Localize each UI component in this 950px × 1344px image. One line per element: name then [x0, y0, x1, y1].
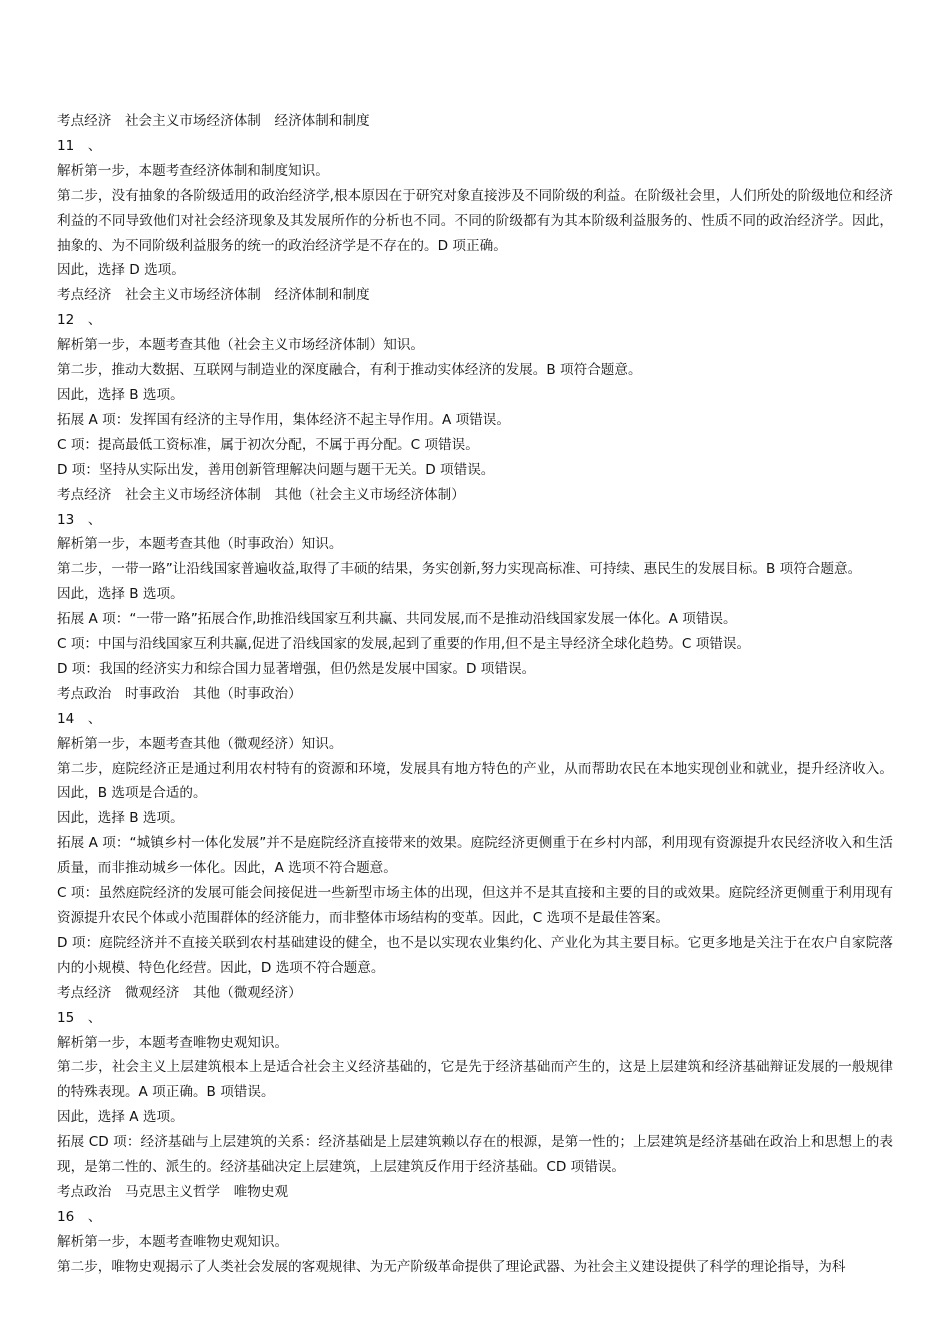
topic-line: 考点经济 社会主义市场经济体制 经济体制和制度	[57, 287, 370, 304]
question-number: 13 、	[57, 511, 102, 528]
analysis-step-one: 解析第一步，本题考查唯物史观知识。	[57, 1233, 289, 1250]
extension-option-d: D 项：我国的经济实力和综合国力显著增强，但仍然是发展中国家。D 项错误。	[57, 660, 536, 677]
answer-line: 因此，选择 B 选项。	[57, 586, 184, 603]
analysis-step-two: 第二步，没有抽象的各阶级适用的政治经济学,根本原因在于研究对象直接涉及不同阶级的利益。在阶级社会里，人们所处的阶级地位和经济利益的不同导致他们对社会经济现象及其发展所作的分析也不同。不同的阶级都有为其本阶级利益服务的、性质不同的政治经济学。因此，抽象的、为不同阶级利益服务的统一的政治经济学是不存在的。D 项正确。	[57, 187, 893, 254]
analysis-step-two: 第二步，一带一路”让沿线国家普遍收益,取得了丰硕的结果，务实创新,努力实现高标准、可持续、惠民生的发展目标。B 项符合题意。	[57, 561, 862, 578]
analysis-step-one: 解析第一步，本题考查其他（微观经济）知识。	[57, 735, 343, 752]
analysis-step-two: 第二步，推动大数据、互联网与制造业的深度融合，有利于推动实体经济的发展。B 项符合题意。	[57, 362, 642, 379]
question-number: 14 、	[57, 710, 102, 727]
extension-option-d: D 项：庭院经济并不直接关联到农村基础建设的健全，也不是以实现农业集约化、产业化为其主要目标。它更多地是关注于在农户自家院落内的小规模、特色化经营。因此，D 选项不符合题意。	[57, 934, 893, 976]
answer-line: 因此，选择 B 选项。	[57, 386, 184, 403]
topic-line: 考点经济 社会主义市场经济体制 经济体制和制度	[57, 113, 370, 129]
topic-line: 考点经济 社会主义市场经济体制 其他（社会主义市场经济体制）	[57, 486, 465, 503]
question-number: 11 、	[57, 137, 102, 154]
analysis-step-one: 解析第一步，本题考查其他（社会主义市场经济体制）知识。	[57, 337, 425, 354]
question-number: 15 、	[57, 1009, 102, 1026]
extension-option-a: 拓展 A 项：“城镇乡村一体化发展”并不是庭院经济直接带来的效果。庭院经济更侧重于在乡村内部，利用现有资源提升农民经济收入和生活质量，而非推动城乡一体化。因此，A 选项不符合题意。	[57, 835, 893, 877]
answer-line: 因此，选择 D 选项。	[57, 262, 185, 279]
analysis-step-one: 解析第一步，本题考查唯物史观知识。	[57, 1034, 289, 1051]
answer-line: 因此，选择 A 选项。	[57, 1109, 184, 1126]
extension-option-c: C 项：虽然庭院经济的发展可能会间接促进一些新型市场主体的出现，但这并不是其直接和主要的目的或效果。庭院经济更侧重于利用现有资源提升农民个体或小范围群体的经济能力，而非整体市场结构的变革。因此，C 选项不是最佳答案。	[57, 885, 893, 926]
document-body	[57, 109, 893, 1280]
extension-option-c: C 项：中国与沿线国家互利共赢,促进了沿线国家的发展,起到了重要的作用,但不是主导经济全球化趋势。C 项错误。	[57, 636, 751, 653]
question-number: 12 、	[57, 312, 102, 329]
analysis-step-one: 解析第一步，本题考查经济体制和制度知识。	[57, 162, 329, 179]
extension-option-a: 拓展 A 项：发挥国有经济的主导作用，集体经济不起主导作用。A 项错误。	[57, 411, 510, 428]
topic-line: 考点经济 微观经济 其他（微观经济）	[57, 984, 302, 1001]
topic-line: 考点政治 时事政治 其他（时事政治）	[57, 685, 302, 702]
topic-line: 考点政治 马克思主义哲学 唯物史观	[57, 1183, 289, 1200]
question-number: 16 、	[57, 1208, 102, 1225]
extension-option-cd: 拓展 CD 项：经济基础与上层建筑的关系：经济基础是上层建筑赖以存在的根源，是第一性的；上层建筑是经济基础在政治上和思想上的表现，是第二性的、派生的。经济基础决定上层建筑，上层建筑反作用于经济基础。CD 项错误。	[57, 1134, 893, 1176]
extension-option-d: D 项：坚持从实际出发，善用创新管理解决问题与题干无关。D 项错误。	[57, 461, 495, 478]
analysis-step-two: 第二步，庭院经济正是通过利用农村特有的资源和环境，发展具有地方特色的产业，从而帮助农民在本地实现创业和就业，提升经济收入。因此，B 选项是合适的。	[57, 760, 893, 802]
extension-option-c: C 项：提高最低工资标准，属于初次分配，不属于再分配。C 项错误。	[57, 436, 479, 453]
analysis-step-two: 第二步，唯物史观揭示了人类社会发展的客观规律、为无产阶级革命提供了理论武器、为社会主义建设提供了科学的理论指导，为科	[57, 1258, 846, 1275]
answer-line: 因此，选择 B 选项。	[57, 810, 184, 827]
extension-option-a: 拓展 A 项：“一带一路”拓展合作,助推沿线国家互利共赢、共同发展,而不是推动沿线国家发展一体化。A 项错误。	[57, 611, 737, 628]
analysis-step-one: 解析第一步，本题考查其他（时事政治）知识。	[57, 536, 343, 553]
analysis-step-two: 第二步，社会主义上层建筑根本上是适合社会主义经济基础的，它是先于经济基础而产生的，这是上层建筑和经济基础辩证发展的一般规律的特殊表现。A 项正确。B 项错误。	[57, 1059, 893, 1101]
